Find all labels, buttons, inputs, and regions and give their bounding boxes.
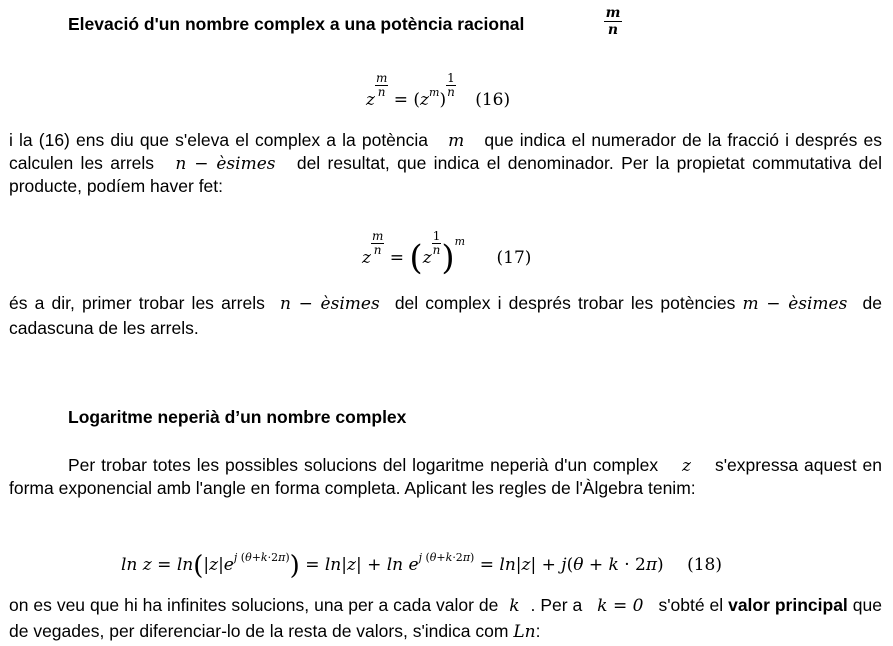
paragraph-roots-order [9, 291, 882, 340]
heading-fraction-numerator: m [605, 5, 621, 21]
para-text: s'expressa aquest en forma exponencial amb l'angle en forma completa. Aplicant les regles de l'Àlgebra tenim: [9, 455, 882, 498]
equation-18-label: (18) [687, 555, 722, 575]
heading-fraction-denominator: n [607, 22, 619, 38]
math-z: z [682, 456, 692, 476]
equation-16: z $\frac{m}{n}$ = $(z^m)$ $\frac{1}{n}$ (16) [366, 71, 511, 110]
equation-18: $\ln z = \ln(|z|e^{j (\theta+k\cdot 2\pi)}) = \ln|z| + \ln e^{j (\theta+k\cdot 2\pi)} = \ln|z| + j(\theta + k \cdot 2\pi)$ (18) [121, 551, 722, 581]
section-heading-power [68, 14, 524, 35]
para-text: és a dir, primer trobar les arrels [9, 293, 265, 313]
paragraph-principal-value [9, 593, 882, 645]
para-text: que indica el numerador de la fracció i després es calculen les arrels [9, 130, 882, 173]
para-text: de cadascuna de les arrels. [9, 293, 882, 338]
section-heading-logarithm [68, 407, 406, 428]
para-text: on es veu que hi ha infinites solucions, una per a cada valor de [9, 595, 499, 615]
para-text: s'obté el [658, 595, 724, 615]
math-m-esimes: m − èsimes [742, 294, 848, 314]
para-text: que de vegades, per diferenciar-lo de la resta de valors, s'indica com [9, 595, 882, 641]
math-k-equals-zero: k = 0 [597, 596, 644, 616]
equation-16-label: (16) [475, 90, 511, 110]
para-text: del complex i després trobar les potències [394, 293, 736, 313]
equation-17: z $\frac{m}{n}$ = (z $\frac{1}{n}$ )$^m$ (17) [362, 229, 532, 278]
para-text: del resultat, que indica el denominador. Per la propietat commutativa del producte, podíem haver fet: [9, 153, 882, 196]
para-text: : [535, 621, 541, 641]
para-text: . Per a [530, 595, 583, 615]
bold-term: valor principal [728, 595, 848, 615]
paragraph-power-explanation [9, 129, 882, 197]
heading-text: Logaritme neperià d’un nombre complex [68, 407, 407, 427]
heading-text: Elevació d'un nombre complex a una potència racional [68, 14, 525, 34]
math-n-esimes: n − èsimes [175, 154, 276, 174]
paragraph-logarithm-intro [9, 454, 882, 499]
para-text: i la (16) ens diu que s'eleva el complex a la potència [9, 130, 429, 150]
math-Ln: Ln [513, 622, 536, 642]
math-k: k [509, 596, 520, 616]
math-n-esimes: n − èsimes [279, 294, 380, 314]
para-text: Per trobar totes les possibles solucions del logaritme neperià d'un complex [68, 455, 659, 475]
math-m: m [448, 131, 465, 151]
equation-17-label: (17) [496, 248, 532, 268]
heading-fraction [604, 5, 622, 38]
